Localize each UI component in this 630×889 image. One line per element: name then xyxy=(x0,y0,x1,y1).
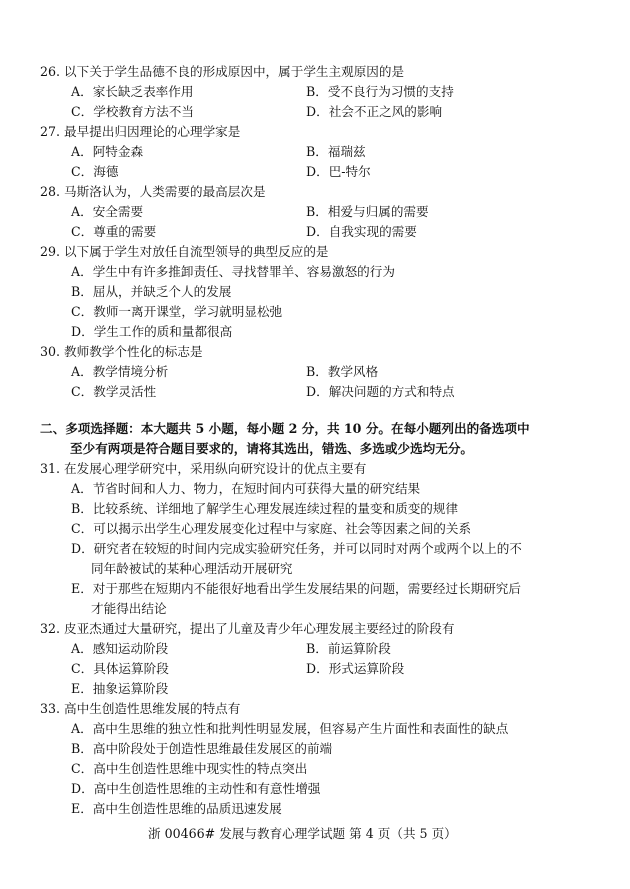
option: C．尊重的需要 xyxy=(71,224,157,239)
option: D．学生工作的质和量都很高 xyxy=(71,324,233,339)
question-stem: 28. 马斯洛认为，人类需要的最高层次是 xyxy=(40,184,266,199)
question-stem: 27. 最早提出归因理论的心理学家是 xyxy=(40,124,241,139)
option: C．教学灵活性 xyxy=(71,384,157,399)
question-stem: 26. 以下关于学生品德不良的形成原因中，属于学生主观原因的是 xyxy=(40,64,405,79)
option: B．屈从，并缺乏个人的发展 xyxy=(71,284,232,299)
option: E．对于那些在短期内不能很好地看出学生发展结果的问题，需要经过长期研究后 xyxy=(71,581,521,596)
option-continuation: 才能得出结论 xyxy=(91,601,167,616)
question-stem: 30. 教师教学个性化的标志是 xyxy=(40,344,203,359)
option: C．海德 xyxy=(71,164,119,179)
option: B．相爱与归属的需要 xyxy=(306,204,429,219)
option: B．受不良行为习惯的支持 xyxy=(306,84,454,99)
option: D．社会不正之风的影响 xyxy=(306,104,443,119)
option: A．高中生思维的独立性和批判性明显发展，但容易产生片面性和表面性的缺点 xyxy=(71,721,509,736)
option: C．高中生创造性思维中现实性的特点突出 xyxy=(71,761,308,776)
option: A．节省时间和人力、物力，在短时间内可获得大量的研究结果 xyxy=(71,481,421,496)
option: D．巴-特尔 xyxy=(306,164,371,179)
option: A．安全需要 xyxy=(71,204,144,219)
option: D．自我实现的需要 xyxy=(306,224,417,239)
option: B．比较系统、详细地了解学生心理发展连续过程的量变和质变的规律 xyxy=(71,501,459,516)
option: C．教师一离开课堂，学习就明显松弛 xyxy=(71,304,283,319)
option: D．研究者在较短的时间内完成实验研究任务，并可以同时对两个或两个以上的不 xyxy=(71,541,522,556)
option: A．阿特金森 xyxy=(71,144,144,159)
question-stem: 33. 高中生创造性思维发展的特点有 xyxy=(40,701,241,716)
question-stem: 29. 以下属于学生对放任自流型领导的典型反应的是 xyxy=(40,244,329,259)
option: E．高中生创造性思维的品质迅速发展 xyxy=(71,801,282,816)
option: A．教学情境分析 xyxy=(71,364,169,379)
option: C．学校教育方法不当 xyxy=(71,104,194,119)
option: A．学生中有许多推卸责任、寻找替罪羊、容易激怒的行为 xyxy=(71,264,395,279)
section-heading: 至少有两项是符合题目要求的，请将其选出，错选、多选或少选均无分。 xyxy=(70,441,473,456)
option: C．可以揭示出学生心理发展变化过程中与家庭、社会等因素之间的关系 xyxy=(71,521,472,536)
option: A．家长缺乏表率作用 xyxy=(71,84,194,99)
page-footer: 浙 00466# 发展与教育心理学试题 第 4 页（共 5 页） xyxy=(148,826,457,841)
option: C．具体运算阶段 xyxy=(71,661,169,676)
section-heading: 二、多项选择题：本大题共 5 小题，每小题 2 分，共 10 分。在每小题列出的备选项中 xyxy=(40,421,530,436)
option: B．教学风格 xyxy=(306,364,379,379)
option-continuation: 同年龄被试的某种心理活动开展研究 xyxy=(91,561,293,576)
option: D．形式运算阶段 xyxy=(306,661,405,676)
option: B．福瑞兹 xyxy=(306,144,366,159)
option: D．解决问题的方式和特点 xyxy=(306,384,455,399)
option: A．感知运动阶段 xyxy=(71,641,169,656)
question-stem: 31. 在发展心理学研究中，采用纵向研究设计的优点主要有 xyxy=(40,461,367,476)
option: D．高中生创造性思维的主动性和有意性增强 xyxy=(71,781,321,796)
question-stem: 32. 皮亚杰通过大量研究，提出了儿童及青少年心理发展主要经过的阶段有 xyxy=(40,621,455,636)
option: B．高中阶段处于创造性思维最佳发展区的前端 xyxy=(71,741,333,756)
option: B．前运算阶段 xyxy=(306,641,391,656)
option: E．抽象运算阶段 xyxy=(71,681,169,696)
